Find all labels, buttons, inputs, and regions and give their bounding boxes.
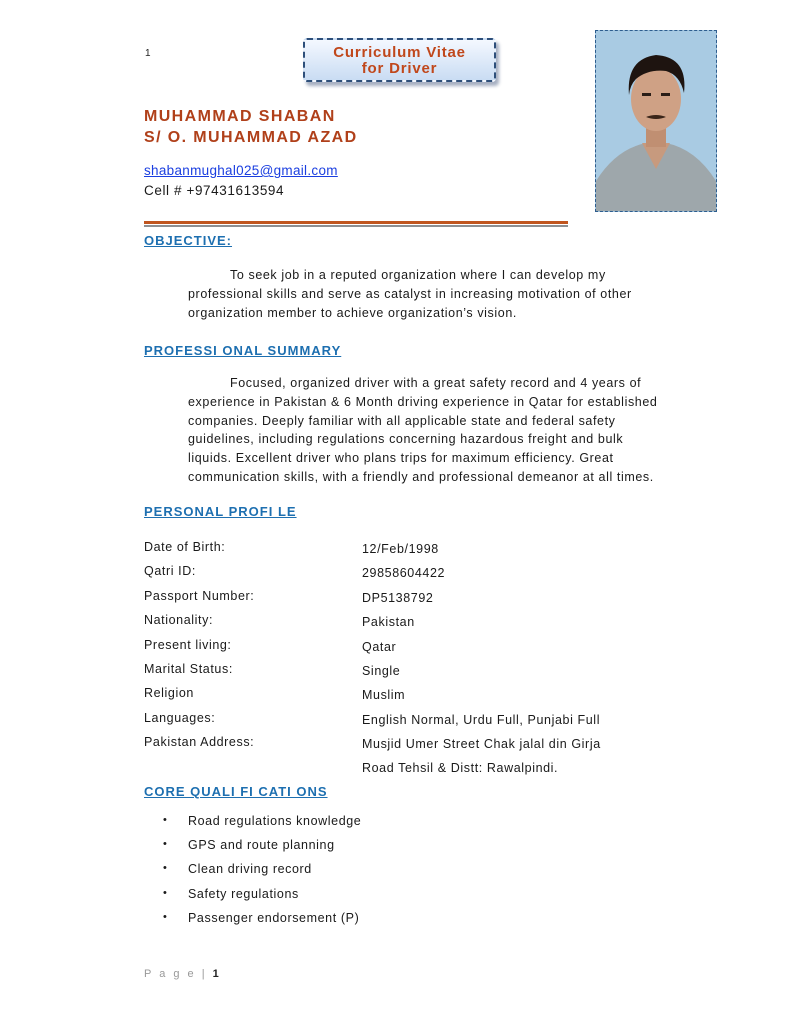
objective-heading: OBJECTIVE: xyxy=(144,233,233,248)
profile-value: Pakistan xyxy=(362,615,415,630)
qualification-text: GPS and route planning xyxy=(188,838,335,853)
list-item xyxy=(163,911,361,935)
bullet-icon: • xyxy=(163,862,168,875)
qualification-text: Safety regulations xyxy=(188,886,299,901)
summary-text-block xyxy=(188,374,658,487)
list-item xyxy=(163,814,361,838)
cv-title-line1: Curriculum Vitae xyxy=(333,44,466,61)
profile-label: Passport Number: xyxy=(144,588,255,603)
qualification-text: Clean driving record xyxy=(188,862,312,877)
profile-label: Date of Birth: xyxy=(144,540,226,554)
profile-row xyxy=(144,711,704,735)
profile-label: Present living: xyxy=(144,637,232,652)
header-divider-gray xyxy=(144,225,568,227)
profile-value: Qatar xyxy=(362,639,397,654)
address-line1: Musjid Umer Street Chak jalal din Girja xyxy=(362,737,601,752)
profile-value: 12/Feb/1998 xyxy=(362,542,439,556)
objective-text: To seek job in a reputed organization where I can develop my professional skills and serve as catalyst in increasing motivation of other organization member to achieve organization’s vision. xyxy=(188,268,632,320)
applicant-photo xyxy=(595,30,717,212)
profile-value: 29858604422 xyxy=(362,566,446,581)
top-page-number: 1 xyxy=(145,48,151,59)
profile-value: DP5138792 xyxy=(362,590,434,605)
qualification-text: Road regulations knowledge xyxy=(188,814,362,828)
header-divider-orange xyxy=(144,221,568,224)
profile-value-multiline xyxy=(362,735,704,783)
bullet-icon: • xyxy=(163,910,168,923)
applicant-name-block xyxy=(144,106,358,148)
cv-title-box xyxy=(303,38,496,82)
address-line2: Road Tehsil & Distt: Rawalpindi. xyxy=(362,761,559,776)
qualification-text: Passenger endorsement (P) xyxy=(188,910,360,925)
profile-value: English Normal, Urdu Full, Punjabi Full xyxy=(362,712,601,727)
profile-label: Pakistan Address: xyxy=(144,735,255,750)
profile-row xyxy=(144,735,704,783)
profile-label: Marital Status: xyxy=(144,661,233,676)
footer-page-number: 1 xyxy=(212,968,222,980)
footer-page-label: P a g e | xyxy=(144,968,208,980)
list-item xyxy=(163,838,361,862)
profile-label: Religion xyxy=(144,686,194,701)
profile-value: Single xyxy=(362,663,401,678)
bullet-icon: • xyxy=(163,814,168,826)
summary-text: Focused, organized driver with a great safety record and 4 years of experience in Pakistan & 6 Month driving experience in Qatar for established companies. Deeply familiar with all applicable state and federal safety guidelines, including regulations concerning hazardous freight and bulk liquids. Excellent driver who plans trips for maximum efficiency. Great communication skills, with a friendly and professional demeanor at all times. xyxy=(188,376,658,484)
personal-profile-table xyxy=(144,540,704,783)
cell-number: Cell # +97431613594 xyxy=(144,183,285,198)
applicant-father-name: S/ O. MUHAMMAD AZAD xyxy=(144,129,358,146)
objective-text-block xyxy=(188,266,658,322)
portrait-illustration xyxy=(596,31,716,211)
list-item xyxy=(163,862,361,886)
email-link[interactable]: shabanmughal025@gmail.com xyxy=(144,163,338,178)
bullet-icon: • xyxy=(163,886,168,899)
profile-row xyxy=(144,613,704,637)
profile-row xyxy=(144,662,704,686)
profile-row xyxy=(144,540,704,564)
page-footer xyxy=(144,968,221,980)
list-item xyxy=(163,887,361,911)
profile-row xyxy=(144,638,704,662)
profile-row xyxy=(144,686,704,710)
profile-label: Languages: xyxy=(144,710,216,725)
bullet-icon: • xyxy=(163,838,168,851)
profile-row xyxy=(144,589,704,613)
profile-row xyxy=(144,564,704,588)
applicant-name: MUHAMMAD SHABAN xyxy=(144,108,336,125)
profile-label: Nationality: xyxy=(144,613,214,628)
cv-title-line2: for Driver xyxy=(361,60,438,77)
profile-heading: PERSONAL PROFI LE xyxy=(144,504,297,519)
qualifications-heading: CORE QUALI FI CATI ONS xyxy=(144,784,328,799)
summary-heading: PROFESSI ONAL SUMMARY xyxy=(144,343,342,358)
profile-value: Muslim xyxy=(362,688,406,703)
profile-label: Qatri ID: xyxy=(144,564,196,579)
qualifications-list xyxy=(163,814,361,935)
